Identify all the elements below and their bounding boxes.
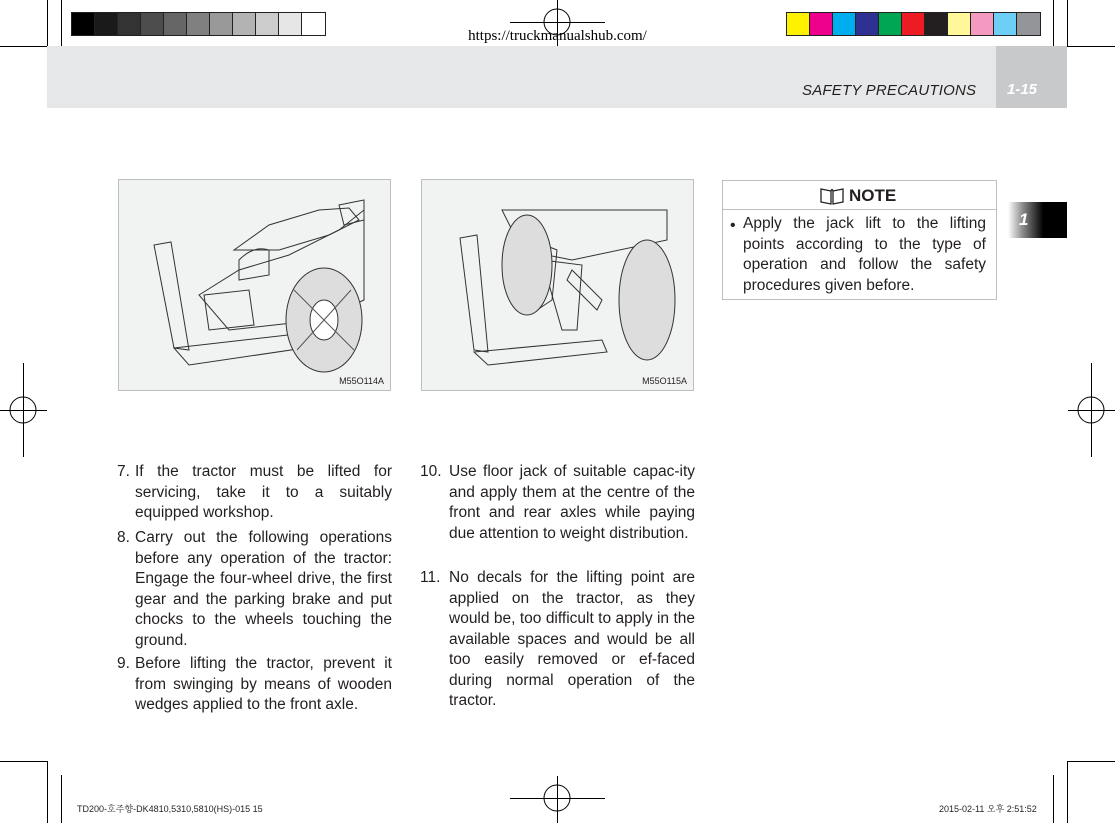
page-number: 1-15 bbox=[1007, 81, 1038, 98]
instruction-number: 7. bbox=[117, 463, 130, 480]
note-header bbox=[723, 181, 996, 210]
open-book-icon bbox=[819, 185, 845, 205]
instruction-number: 8. bbox=[117, 529, 130, 546]
instruction-number: 9. bbox=[117, 655, 130, 672]
note-bullet: • bbox=[730, 217, 736, 234]
registration-mark-left bbox=[9, 396, 39, 426]
print-slug-left: TD200-호주향-DK4810,5310,5810(HS)-015 15 bbox=[77, 804, 263, 814]
note-text: Apply the jack lift to the lifting points according to the type of operation and follow the safety procedures given before. bbox=[743, 215, 986, 294]
note-box bbox=[722, 180, 997, 300]
page-number-box bbox=[996, 46, 1067, 108]
instruction-number: 11. bbox=[420, 569, 441, 586]
tractor-rear-illustration bbox=[422, 180, 695, 392]
registration-mark-right bbox=[1077, 396, 1107, 426]
instruction-text: Carry out the following operations before any operation of the tractor: Engage the four-wheel drive, the first gear and the parking brake and put chocks to the wheels touching the ground. bbox=[135, 529, 392, 649]
tractor-front-illustration bbox=[119, 180, 392, 392]
instruction-text: Before lifting the tractor, prevent it from swinging by means of wooden wedges applied to the front axle. bbox=[135, 655, 392, 713]
instruction-text: If the tractor must be lifted for servicing, take it to a suitably equipped workshop. bbox=[135, 463, 392, 521]
instruction-number: 10. bbox=[420, 463, 442, 480]
registration-mark-bottom bbox=[543, 784, 573, 814]
chapter-tab bbox=[1008, 202, 1067, 238]
figure-tractor-rear-lift bbox=[421, 179, 694, 391]
chapter-number: 1 bbox=[1019, 210, 1029, 229]
instruction-text: No decals for the lifting point are applied on the tractor, as they would be, too difficult to apply in the available spaces and would be all too easily removed or ef-faced during normal operation of the tractor. bbox=[449, 569, 695, 709]
figure-tractor-front-lift bbox=[118, 179, 391, 391]
source-url[interactable]: https://truckmanualshub.com/ bbox=[468, 28, 647, 44]
print-slug-right: 2015-02-11 오후 2:51:52 bbox=[939, 804, 1037, 814]
instruction-text: Use floor jack of suitable capac-ity and apply them at the centre of the front and rear axles while paying due attention to weight distribution. bbox=[449, 463, 695, 542]
figure-caption: M55O115A bbox=[642, 376, 687, 386]
section-title: SAFETY PRECAUTIONS bbox=[802, 82, 977, 99]
figure-caption: M55O114A bbox=[339, 376, 384, 386]
note-title: NOTE bbox=[849, 186, 897, 205]
